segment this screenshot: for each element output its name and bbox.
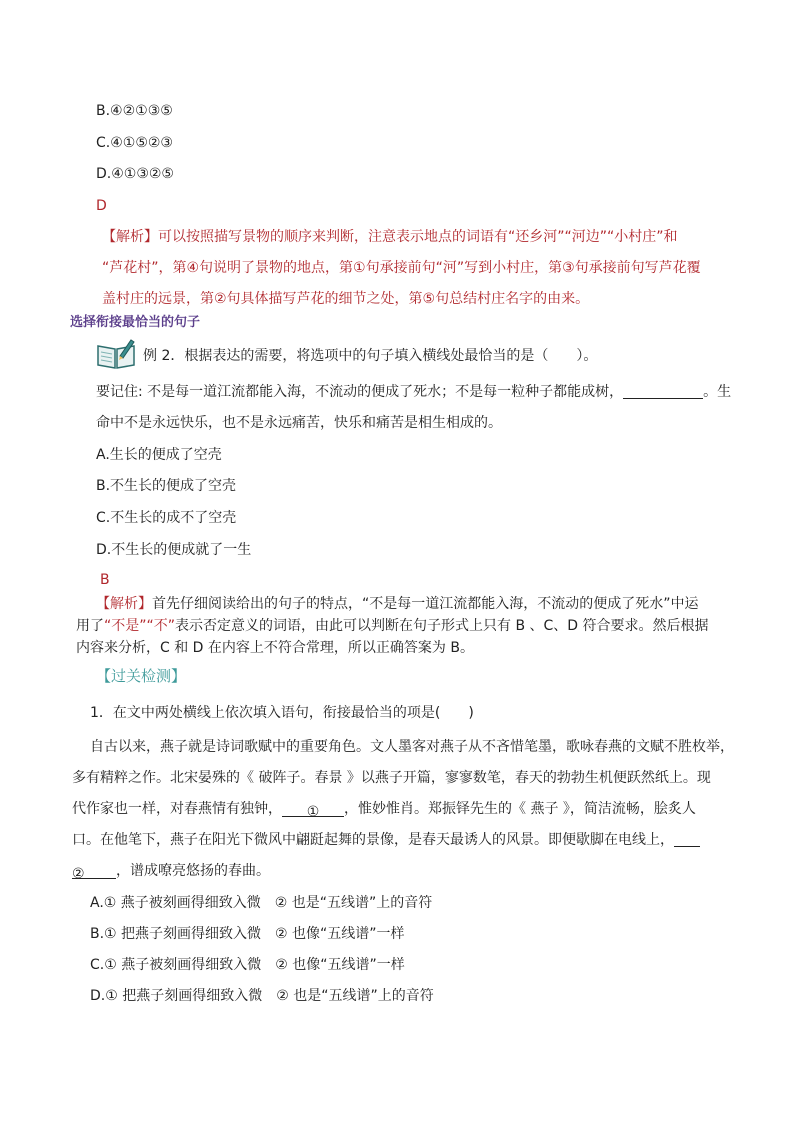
- fill-blank: [623, 384, 703, 399]
- analysis-text: 首先仔细阅读给出的句子的特点，“不是每一道江流都能入海，不流动的便成了死水”中运: [152, 596, 699, 612]
- analysis-text: 用了: [76, 618, 104, 634]
- book-pencil-icon: [96, 338, 136, 370]
- example2-question: 例 2．根据表达的需要，将选项中的句子填入横线处最恰当的是（ ）。: [143, 348, 598, 364]
- passage-text: ，谱成嘹亮悠扬的春曲。: [116, 863, 270, 879]
- passage-text: 要记住: 不是每一道江流都能入海，不流动的便成了死水；不是每一粒种子都能成树，: [96, 384, 624, 400]
- passage-line: [72, 799, 696, 819]
- option-d: D.不生长的便成就了一生: [96, 542, 252, 558]
- option-b: B.④②①③⑤: [96, 103, 173, 119]
- passage-text: 。生: [703, 384, 732, 400]
- option-c: C.不生长的成不了空壳: [96, 510, 237, 526]
- passage-text: 口。在他笔下，燕子在阳光下微风中翩跹起舞的景像，是春天最诱人的风景。即便歇脚在电线上，: [72, 832, 674, 848]
- check-heading: 【过关检测】: [96, 667, 187, 685]
- section-heading: 选择衔接最恰当的句子: [70, 315, 201, 330]
- analysis-quote: “不是”“不”: [104, 618, 176, 634]
- option-a: A.① 燕子被刻画得细致入微 ② 也是“五线谱”上的音符: [90, 895, 433, 911]
- passage-text: ，惟妙惟肖。郑振铎先生的《 燕子 》，简洁流畅，脍炙人: [344, 801, 696, 817]
- option-a: A.生长的便成了空壳: [96, 447, 222, 463]
- analysis-line: 盖村庄的远景，第②句具体描写芦花的细节之处，第⑤句总结村庄名字的由来。: [102, 291, 590, 307]
- blank-1: ①: [282, 802, 344, 817]
- analysis-text: 表示否定意义的词语，由此可以判断在句子形式上只有 B 、C、D 符合要求。然后根据: [175, 618, 709, 634]
- analysis-line: [76, 616, 709, 636]
- analysis-line: 内容来分析，C 和 D 在内容上不符合常理，所以正确答案为 B。: [76, 640, 474, 656]
- passage-line: 多有精粹之作。北宋晏殊的《 破阵子。春景 》以燕子开篇，寥寥数笔，春天的勃勃生机便跃然纸上。现: [72, 770, 711, 786]
- passage-line: [72, 830, 700, 850]
- fill-blank: [674, 832, 700, 847]
- option-d: D.① 把燕子刻画得细致入微 ② 也是“五线谱”上的音符: [90, 988, 434, 1004]
- analysis-line: [96, 594, 699, 614]
- option-b: B.① 把燕子刻画得细致入微 ② 也像“五线谱”一样: [90, 926, 405, 942]
- passage-line: [72, 861, 270, 881]
- question-1: 1．在文中两处横线上依次填入语句，衔接最恰当的项是( ): [90, 705, 474, 721]
- example2-passage: 命中不是永远快乐，也不是永远痛苦，快乐和痛苦是相生相成的。: [96, 415, 502, 431]
- analysis-line: “芦花村”，第④句说明了景物的地点，第①句承接前句“河”写到小村庄，第③句承接前句写芦花覆: [102, 260, 701, 276]
- option-b: B.不生长的便成了空壳: [96, 478, 237, 494]
- option-c: C.① 燕子被刻画得细致入微 ② 也像“五线谱”一样: [90, 957, 405, 973]
- option-d: D.④①③②⑤: [96, 166, 174, 182]
- analysis-tag: 【解析】: [96, 596, 152, 612]
- analysis-line: [102, 227, 678, 247]
- option-c: C.④①⑤②③: [96, 135, 173, 151]
- analysis-tag: 【解析】: [102, 229, 158, 245]
- answer-label: D: [96, 198, 107, 214]
- example2-passage: [96, 382, 731, 402]
- analysis-text: 可以按照描写景物的顺序来判断，注意表示地点的词语有“还乡河”“河边”“小村庄”和: [158, 229, 678, 245]
- passage-text: 代作家也一样，对春燕情有独钟，: [72, 801, 282, 817]
- answer-label: B: [100, 572, 110, 588]
- passage-line: 自古以来，燕子就是诗词歌赋中的重要角色。文人墨客对燕子从不吝惜笔墨，歌咏春燕的文赋不胜枚举，: [90, 739, 734, 755]
- blank-2: ②: [72, 864, 116, 879]
